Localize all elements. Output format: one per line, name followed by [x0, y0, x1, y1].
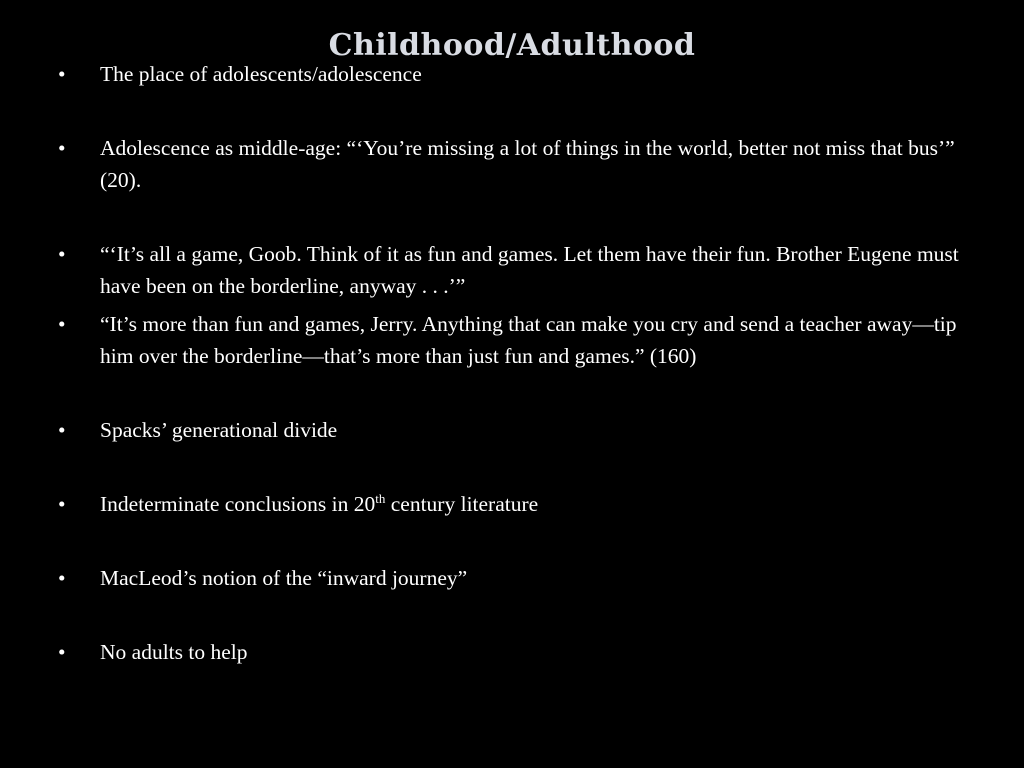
list-item — [58, 58, 978, 90]
list-item — [58, 238, 978, 302]
bullet-text: “It’s more than fun and games, Jerry. Anything that can make you cry and send a teacher away—tip him over the borderline—that’s more than just fun and games.” (160) — [100, 312, 957, 368]
bullet-text-before: Indeterminate conclusions in 20 — [100, 492, 376, 516]
list-item — [58, 636, 978, 668]
list-item — [58, 488, 978, 520]
list-item — [58, 308, 978, 372]
bullet-icon: • — [58, 242, 66, 266]
bullet-icon: • — [58, 566, 66, 590]
bullet-icon: • — [58, 312, 66, 336]
bullet-text — [100, 492, 538, 516]
bullet-text: The place of adolescents/adolescence — [100, 62, 422, 86]
bullet-list — [58, 58, 978, 668]
bullet-icon: • — [58, 136, 66, 160]
bullet-text: Adolescence as middle-age: “‘You’re missing a lot of things in the world, better not miss that bus’” (20). — [100, 136, 955, 192]
bullet-icon: • — [58, 62, 66, 86]
superscript-th: th — [375, 491, 386, 506]
bullet-text: MacLeod’s notion of the “inward journey” — [100, 566, 468, 590]
bullet-text: Spacks’ generational divide — [100, 418, 338, 442]
list-item — [58, 132, 978, 196]
bullet-text: “‘It’s all a game, Goob. Think of it as fun and games. Let them have their fun. Brother Eugene must have been on the borderline, anyway . . .’” — [100, 242, 959, 298]
bullet-icon: • — [58, 492, 66, 516]
slide-title: Childhood/Adulthood — [328, 28, 696, 64]
bullet-text: No adults to help — [100, 640, 248, 664]
bullet-text-after: century literature — [385, 492, 539, 516]
list-item — [58, 414, 978, 446]
bullet-icon: • — [58, 640, 66, 664]
list-item — [58, 562, 978, 594]
bullet-icon: • — [58, 418, 66, 442]
